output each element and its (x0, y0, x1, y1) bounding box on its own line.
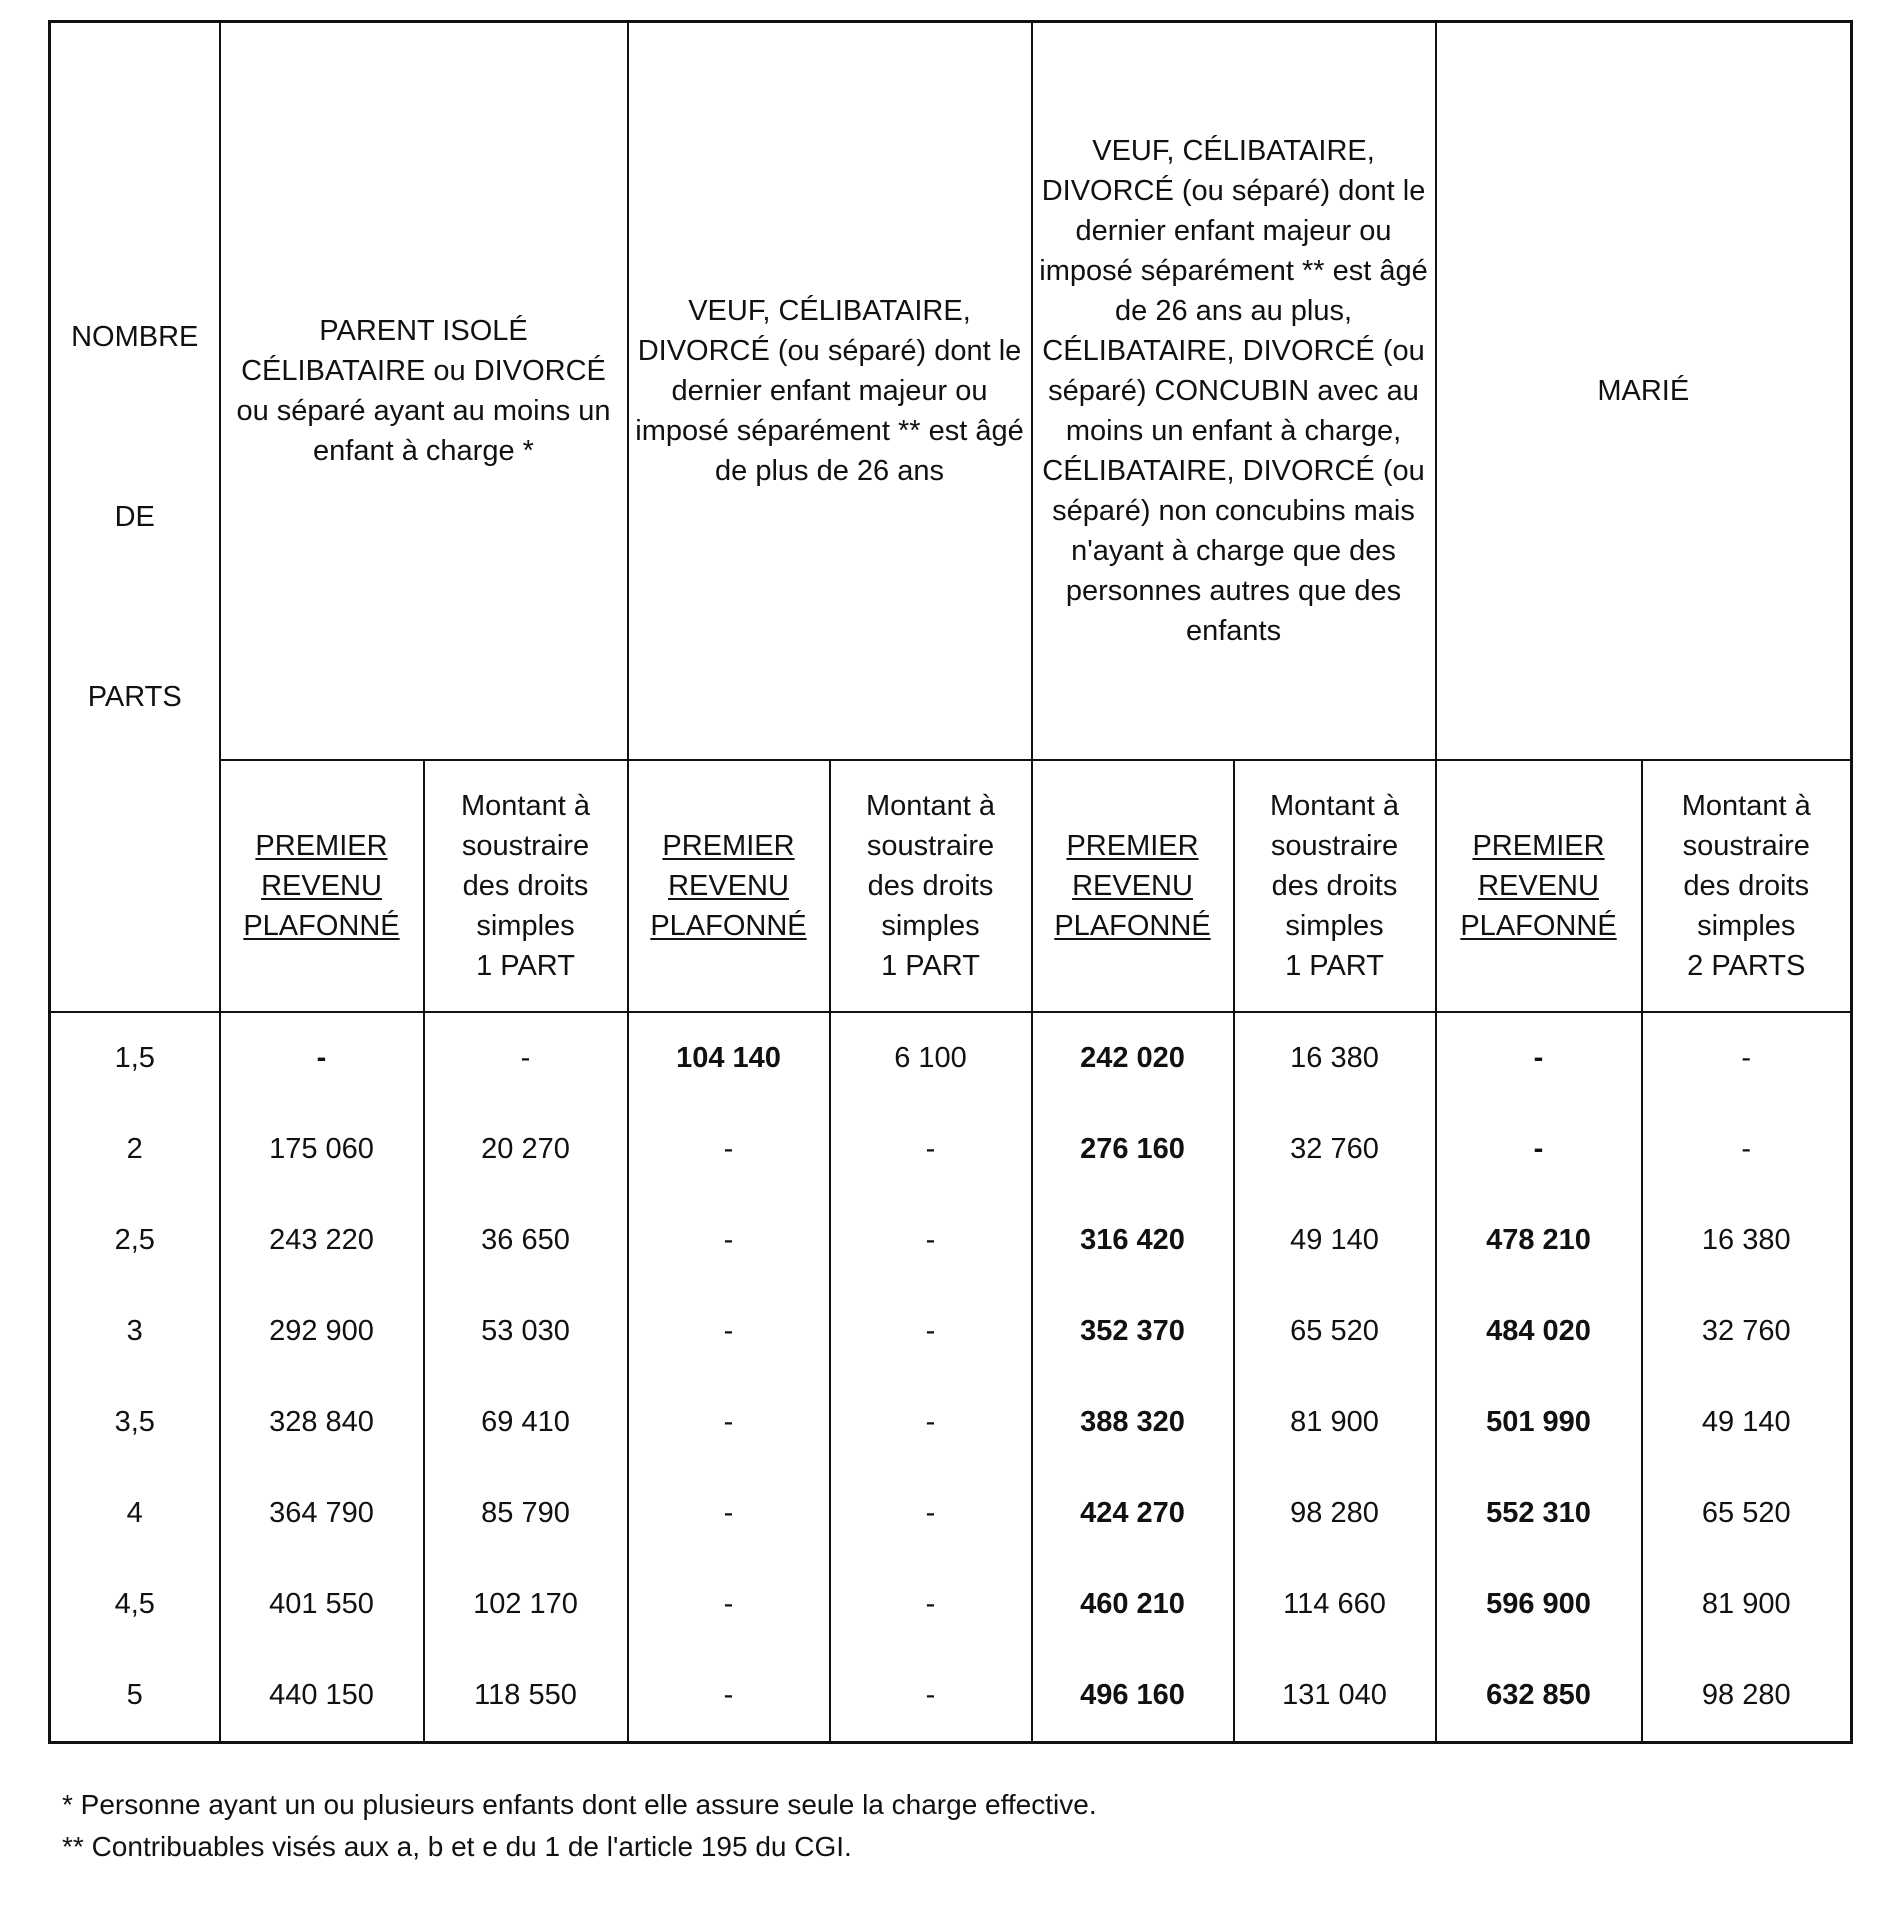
cell-premier-revenu: 552 310 (1436, 1468, 1642, 1559)
cell-montant: 16 380 (1642, 1195, 1852, 1286)
table-row (50, 1377, 1852, 1468)
cell-premier-revenu: 484 020 (1436, 1286, 1642, 1377)
cell-montant: 6 100 (830, 1012, 1032, 1104)
subheader-montant-line: simples (476, 910, 575, 942)
table-row (50, 1286, 1852, 1377)
cell-montant: 69 410 (424, 1377, 628, 1468)
cell-premier-revenu: 424 270 (1032, 1468, 1234, 1559)
subheader-premier-line: PLAFONNÉ (1054, 910, 1211, 942)
cell-premier-revenu: 440 150 (220, 1650, 424, 1743)
subheader-premier-revenu-plafonne (1032, 760, 1234, 1012)
cell-premier-revenu: 352 370 (1032, 1286, 1234, 1377)
cell-montant: - (830, 1377, 1032, 1468)
subheader-premier-line: PREMIER (1472, 830, 1605, 862)
cell-montant: 131 040 (1234, 1650, 1436, 1743)
cell-montant: 16 380 (1234, 1012, 1436, 1104)
cell-premier-revenu: 388 320 (1032, 1377, 1234, 1468)
subheader-premier-line: PREMIER (255, 830, 388, 862)
cell-montant: 114 660 (1234, 1559, 1436, 1650)
subheader-montant-line: soustraire (461, 830, 590, 862)
cell-premier-revenu: 243 220 (220, 1195, 424, 1286)
cell-premier-revenu: 276 160 (1032, 1104, 1234, 1195)
subheader-montant-line: 1 PART (881, 950, 980, 982)
cell-premier-revenu: - (628, 1559, 830, 1650)
subheader-montant-line: Montant à (1270, 790, 1399, 822)
cell-nombre-de-parts: 2 (50, 1104, 220, 1195)
cell-premier-revenu: 328 840 (220, 1377, 424, 1468)
subheader-premier-line: PLAFONNÉ (1460, 910, 1617, 942)
cell-premier-revenu: - (628, 1104, 830, 1195)
subheader-premier-line: PREMIER (1066, 830, 1199, 862)
cell-premier-revenu: - (220, 1012, 424, 1104)
cell-nombre-de-parts: 1,5 (50, 1012, 220, 1104)
subheader-premier-line: PREMIER (662, 830, 795, 862)
cell-nombre-de-parts: 5 (50, 1650, 220, 1743)
cell-premier-revenu: - (628, 1377, 830, 1468)
subheader-montant-line: soustraire (1270, 830, 1399, 862)
table-row (50, 1559, 1852, 1650)
header-nombre-word: NOMBRE (71, 321, 199, 353)
header-marie: MARIÉ (1436, 22, 1852, 761)
cell-nombre-de-parts: 3 (50, 1286, 220, 1377)
subheader-montant-line: simples (1285, 910, 1384, 942)
cell-montant: - (830, 1104, 1032, 1195)
subheader-montant-line: des droits (867, 870, 994, 902)
cell-montant: 118 550 (424, 1650, 628, 1743)
subheader-premier-revenu-plafonne (1436, 760, 1642, 1012)
cell-premier-revenu: - (628, 1468, 830, 1559)
cell-montant: 65 520 (1234, 1286, 1436, 1377)
subheader-premier-line: REVENU (1072, 870, 1193, 902)
header-veuf-plus-26: VEUF, CÉLIBATAIRE, DIVORCÉ (ou séparé) dont le dernier enfant majeur ou imposé séparément ** est âgé de plus de 26 ans (628, 22, 1032, 761)
cell-montant: 20 270 (424, 1104, 628, 1195)
subheader-montant-line: simples (1697, 910, 1796, 942)
cell-premier-revenu: 401 550 (220, 1559, 424, 1650)
cell-premier-revenu: 364 790 (220, 1468, 424, 1559)
cell-premier-revenu: 292 900 (220, 1286, 424, 1377)
subheader-montant-a-soustraire (830, 760, 1032, 1012)
cell-premier-revenu: 104 140 (628, 1012, 830, 1104)
subheader-montant-line: Montant à (866, 790, 995, 822)
cell-nombre-de-parts: 4,5 (50, 1559, 220, 1650)
cell-montant: 85 790 (424, 1468, 628, 1559)
header-parts-word: PARTS (87, 681, 182, 713)
cell-premier-revenu: - (1436, 1012, 1642, 1104)
cell-montant: 65 520 (1642, 1468, 1852, 1559)
subheader-montant-line: Montant à (1681, 790, 1811, 822)
cell-montant: 81 900 (1234, 1377, 1436, 1468)
cell-montant: - (830, 1195, 1032, 1286)
cell-nombre-de-parts: 3,5 (50, 1377, 220, 1468)
cell-nombre-de-parts: 2,5 (50, 1195, 220, 1286)
cell-montant: 49 140 (1234, 1195, 1436, 1286)
header-parent-isole: PARENT ISOLÉ CÉLIBATAIRE ou DIVORCÉ ou séparé ayant au moins un enfant à charge * (220, 22, 628, 761)
table-row (50, 1012, 1852, 1104)
subheader-montant-a-soustraire (1234, 760, 1436, 1012)
cell-premier-revenu: - (1436, 1104, 1642, 1195)
cell-montant: - (830, 1559, 1032, 1650)
subheader-premier-line: REVENU (261, 870, 382, 902)
cell-montant: 32 760 (1642, 1286, 1852, 1377)
cell-montant: - (830, 1286, 1032, 1377)
footnote-2: ** Contribuables visés aux a, b et e du 1 de l'article 195 du CGI. (62, 1831, 852, 1862)
subheader-montant-a-soustraire (424, 760, 628, 1012)
cell-premier-revenu: 316 420 (1032, 1195, 1234, 1286)
cell-premier-revenu: 496 160 (1032, 1650, 1234, 1743)
cell-premier-revenu: 460 210 (1032, 1559, 1234, 1650)
footnotes (62, 1784, 1097, 1868)
header-nombre-de-parts (50, 22, 220, 1013)
subheader-premier-revenu-plafonne (220, 760, 424, 1012)
cell-montant: - (1642, 1012, 1852, 1104)
cell-montant: 102 170 (424, 1559, 628, 1650)
subheader-montant-line: des droits (462, 870, 589, 902)
subheader-montant-line: 1 PART (476, 950, 575, 982)
header-veuf-26-au-plus: VEUF, CÉLIBATAIRE, DIVORCÉ (ou séparé) dont le dernier enfant majeur ou imposé séparément ** est âgé de 26 ans au plus, CÉLIBATAIRE, DIVORCÉ (ou séparé) CONCUBIN avec au moins un enfant à charge, CÉLIBATAIRE, DIVORCÉ (ou séparé) non concubins mais n'ayant à charge que des personnes autres que des enfants (1032, 22, 1436, 761)
cell-premier-revenu: 596 900 (1436, 1559, 1642, 1650)
subheader-premier-line: REVENU (668, 870, 789, 902)
header-row (50, 22, 1852, 761)
subheader-montant-line: soustraire (1682, 830, 1810, 862)
subheader-row (50, 760, 1852, 1012)
cell-montant: 98 280 (1642, 1650, 1852, 1743)
cell-premier-revenu: - (628, 1195, 830, 1286)
subheader-montant-line: des droits (1271, 870, 1398, 902)
cell-montant: 32 760 (1234, 1104, 1436, 1195)
cell-montant: 98 280 (1234, 1468, 1436, 1559)
table-row (50, 1650, 1852, 1743)
subheader-premier-revenu-plafonne (628, 760, 830, 1012)
cell-premier-revenu: 632 850 (1436, 1650, 1642, 1743)
subheader-premier-line: REVENU (1478, 870, 1599, 902)
table-row (50, 1104, 1852, 1195)
subheader-montant-line: soustraire (866, 830, 995, 862)
cell-premier-revenu: - (628, 1650, 830, 1743)
cell-montant: - (424, 1012, 628, 1104)
subheader-premier-line: PLAFONNÉ (650, 910, 807, 942)
cell-montant: - (1642, 1104, 1852, 1195)
table-row (50, 1195, 1852, 1286)
cell-montant: 81 900 (1642, 1559, 1852, 1650)
subheader-montant-line: des droits (1683, 870, 1810, 902)
tax-table (48, 20, 1853, 1744)
cell-premier-revenu: 478 210 (1436, 1195, 1642, 1286)
subheader-montant-line: 2 PARTS (1687, 950, 1806, 982)
subheader-montant-line: 1 PART (1285, 950, 1384, 982)
cell-premier-revenu: 501 990 (1436, 1377, 1642, 1468)
cell-premier-revenu: 242 020 (1032, 1012, 1234, 1104)
header-de-word: DE (114, 501, 155, 533)
subheader-premier-line: PLAFONNÉ (243, 910, 400, 942)
cell-premier-revenu: 175 060 (220, 1104, 424, 1195)
cell-montant: 36 650 (424, 1195, 628, 1286)
cell-montant: 49 140 (1642, 1377, 1852, 1468)
footnote-1: * Personne ayant un ou plusieurs enfants dont elle assure seule la charge effective. (62, 1789, 1097, 1820)
table-row (50, 1468, 1852, 1559)
cell-montant: - (830, 1468, 1032, 1559)
subheader-montant-line: simples (881, 910, 980, 942)
subheader-montant-a-soustraire (1642, 760, 1852, 1012)
cell-premier-revenu: - (628, 1286, 830, 1377)
cell-nombre-de-parts: 4 (50, 1468, 220, 1559)
cell-montant: - (830, 1650, 1032, 1743)
subheader-montant-line: Montant à (461, 790, 590, 822)
cell-montant: 53 030 (424, 1286, 628, 1377)
